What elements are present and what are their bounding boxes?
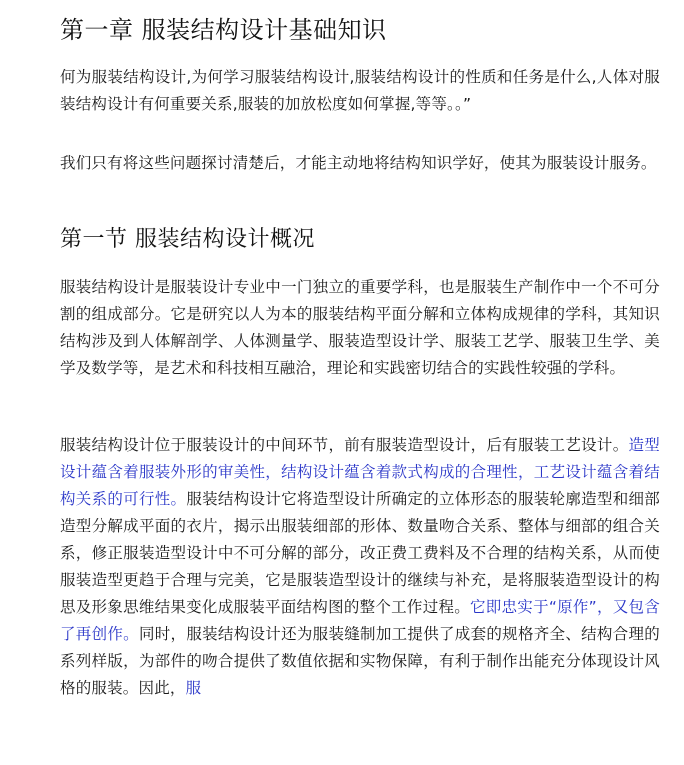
chapter-title: 第一章 服装结构设计基础知识 bbox=[60, 16, 387, 44]
para2-highlight-1: 造型设计蕴含着服装外形的审美性，结构设计蕴含着款式构成的合理性，工艺设计蕴含着结构关系的可行性。 bbox=[60, 436, 661, 508]
para2-text-1: 服装结构设计位于服装设计的中间环节，前有服装造型设计，后有服装工艺设计。 bbox=[60, 436, 629, 454]
section-paragraph-2 bbox=[60, 432, 660, 702]
section-title: 第一节 服装结构设计概况 bbox=[60, 227, 315, 252]
para2-text-3: 同时，服装结构设计还为服装缝制加工提供了成套的规格齐全、结构合理的系列样版，为部件的吻合提供了数值依据和实物保障，有利于制作出能充分体现设计风格的服装。因此， bbox=[60, 625, 660, 697]
para2-text-2: 服装结构设计它将造型设计所确定的立体形态的服装轮廓造型和细部造型分解成平面的衣片，揭示出服装细部的形体、数量吻合关系、整体与细部的组合关系，修正服装造型设计中不可分解的部分，改正费工费料及不合理的结构关系，从而使服装造型更趋于合理与完美，它是服装造型设计的继续与补充，是将服装造型设计的构思及形象思维结果变化成服装平面结构图的整个工作过程。 bbox=[60, 490, 660, 616]
para2-highlight-3: 服 bbox=[185, 679, 202, 697]
section-paragraph-1: 服装结构设计是服装设计专业中一门独立的重要学科，也是服装生产制作中一个不可分割的组成部分。它是研究以人为本的服装结构平面分解和立体构成规律的学科，其知识结构涉及到人体解剖学、人体测量学、服装造型设计学、服装工艺学、服装卫生学、美学及数学等，是艺术和科技相互融洽，理论和实践密切结合的实践性较强的学科。 bbox=[60, 278, 660, 377]
para2-highlight-2: 它即忠实于“原作”，又包含了再创作。 bbox=[60, 598, 660, 643]
chapter-intro-paragraph: 何为服装结构设计,为何学习服装结构设计,服装结构设计的性质和任务是什么,人体对服装结构设计有何重要关系,服装的加放松度如何掌握,等等。。” bbox=[60, 68, 660, 113]
chapter-intro-paragraph-2: 我们只有将这些问题探讨清楚后，才能主动地将结构知识学好，使其为服装设计服务。 bbox=[60, 154, 657, 172]
